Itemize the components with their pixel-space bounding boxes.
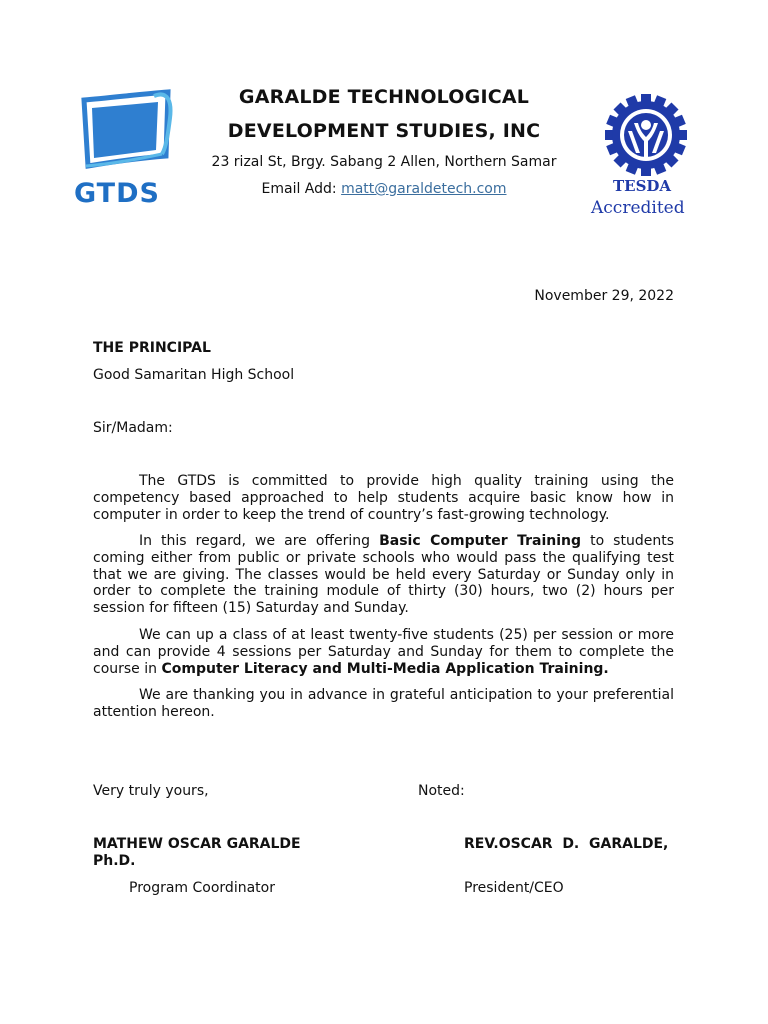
company-name-line2: DEVELOPMENT STUDIES, INC	[227, 120, 541, 142]
signer1-name-line1: MATHEW OSCAR GARALDE	[93, 836, 301, 852]
email-label: Email Add:	[261, 181, 342, 197]
company-address: 23 rizal St, Brgy. Sabang 2 Allen, Northern Samar	[211, 154, 557, 170]
paragraph-2-bold: Basic Computer Training	[379, 533, 582, 549]
salutation: Sir/Madam:	[93, 420, 173, 436]
signer1-name	[93, 836, 301, 870]
company-name-line1: GARALDE TECHNOLOGICAL	[238, 86, 530, 108]
recipient-title: THE PRINCIPAL	[93, 340, 211, 356]
company-email-line	[0, 181, 768, 197]
recipient-org: Good Samaritan High School	[93, 367, 295, 383]
gtds-logo-text: GTDS	[74, 178, 160, 209]
closing: Very truly yours,	[93, 783, 209, 799]
signer2-role: President/CEO	[464, 880, 564, 896]
paragraph-3-bold: Computer Literacy and Multi-Media Application Training.	[161, 660, 609, 677]
tesda-accredited-text: Accredited	[591, 198, 685, 218]
paragraph-2	[93, 533, 674, 617]
paragraph-4: We are thanking you in advance in grateful anticipation to your preferential attention hereon.	[93, 687, 674, 720]
tesda-logo-text: TESDA	[613, 177, 672, 195]
letter-date: November 29, 2022	[534, 288, 674, 304]
signer1-name-line2: Ph.D.	[93, 852, 136, 869]
signer2-name: REV.OSCAR D. GARALDE,	[464, 836, 669, 852]
paragraph-2-text-a: In this regard, we are offering	[139, 533, 380, 549]
paragraph-3	[93, 627, 674, 677]
paragraph-1: The GTDS is committed to provide high quality training using the competency based approached to help students acquire basic know how in computer in order to keep the trend of country’s fast-growing technology.	[93, 473, 674, 523]
email-link[interactable]: matt@garaldetech.com	[341, 181, 507, 197]
paragraph-2-text-b: to students coming either from public or private schools who would pass the qualifying test that we are giving. The classes would be held every Saturday or Sunday only in order to complete the training module of thirty (30) hours, two (2) hours per session for fifteen (15) Saturday and Sunday.	[93, 533, 674, 617]
paragraph-3-text: We can up a class of at least twenty-five students (25) per session or more and can provide 4 sessions per Saturday and Sunday for them to complete the course in	[93, 627, 674, 677]
signer1-role: Program Coordinator	[129, 880, 275, 896]
noted-label: Noted:	[418, 783, 465, 799]
